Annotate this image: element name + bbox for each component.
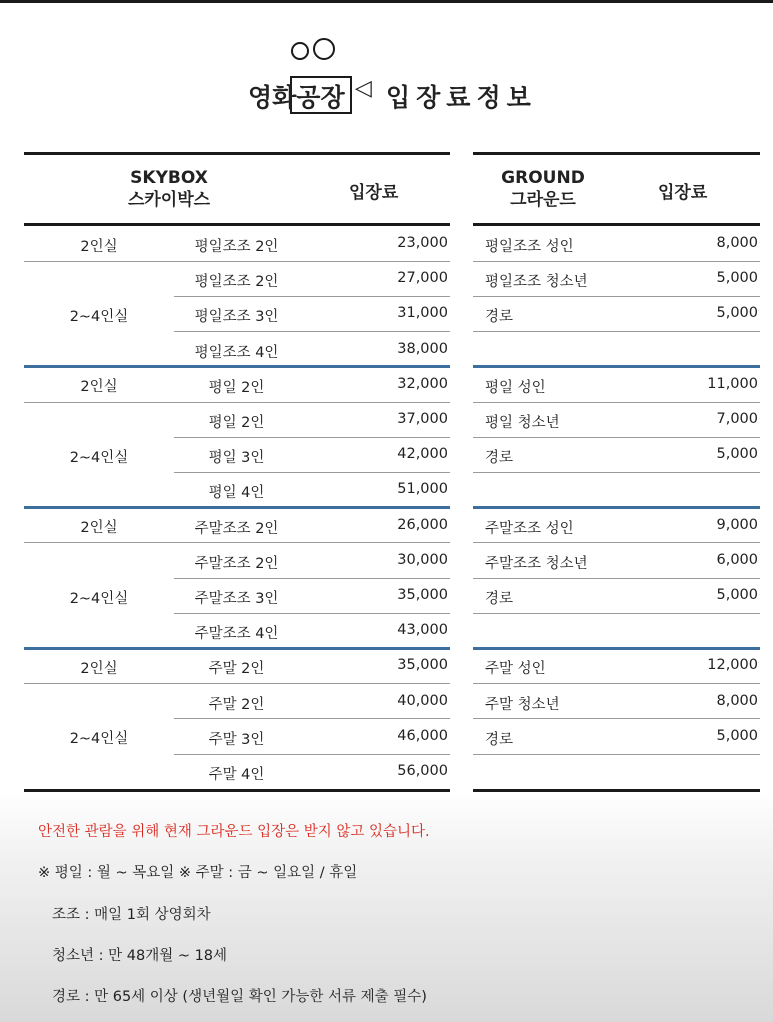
- senior-note: 경로 : 만 65세 이상 (생년월일 확인 가능한 서류 제출 필수): [52, 989, 427, 1005]
- ticket-type: 평일조조 2인: [194, 274, 279, 291]
- ground-price-header: 입장료: [658, 183, 708, 203]
- ticket-type: 평일 청소년: [485, 415, 560, 431]
- ticket-type: 주말조조 성인: [485, 520, 574, 537]
- ticket-price: 35,000: [397, 587, 448, 603]
- ticket-type: 주말 성인: [485, 661, 546, 678]
- logo-text: 영화공장: [248, 83, 345, 112]
- ticket-type: 주말조조 3인: [194, 591, 279, 607]
- table-row: [24, 402, 450, 437]
- ticket-price: 56,000: [397, 763, 448, 779]
- ticket-price: 46,000: [397, 727, 448, 744]
- ticket-price: 8,000: [716, 235, 758, 251]
- ticket-price: 5,000: [716, 587, 758, 603]
- ticket-price: 11,000: [707, 375, 758, 392]
- ticket-price: 8,000: [716, 692, 758, 709]
- ticket-type: 주말 2인: [208, 661, 265, 678]
- skybox-price-header: 입장료: [349, 183, 399, 203]
- ticket-type: 평일 성인: [485, 379, 546, 396]
- ticket-price: 30,000: [397, 551, 448, 568]
- ticket-type: 주말조조 2인: [194, 555, 279, 572]
- ticket-price: 9,000: [716, 516, 758, 533]
- ticket-price: 12,000: [707, 657, 758, 674]
- ticket-type: 경로: [485, 450, 514, 467]
- table-row: [24, 472, 450, 507]
- table-row: [473, 367, 760, 402]
- ticket-price: 5,000: [716, 446, 758, 463]
- ticket-price: 26,000: [397, 516, 448, 533]
- ticket-price: 27,000: [397, 270, 448, 287]
- ticket-price: 40,000: [397, 692, 448, 709]
- table-row: [24, 754, 450, 789]
- ticket-type: 평일조조 4인: [194, 344, 279, 361]
- ticket-price: 51,000: [397, 481, 448, 498]
- ticket-type: 주말조조 2인: [194, 520, 279, 537]
- page-title: [248, 38, 548, 118]
- ticket-price: 5,000: [716, 727, 758, 744]
- ticket-type: 주말조조 4인: [194, 626, 279, 643]
- room-label: 2~4인실: [69, 590, 129, 607]
- ticket-price: 32,000: [397, 375, 448, 392]
- table-row: [24, 332, 450, 367]
- ticket-type: 평일조조 청소년: [485, 274, 588, 291]
- room-label: 2인실: [80, 520, 118, 537]
- ticket-type: 주말 3인: [208, 731, 265, 748]
- youth-note: 청소년 : 만 48개월 ~ 18세: [52, 948, 228, 964]
- early-show-note: 조조 : 매일 1회 상영회차: [52, 907, 211, 923]
- ground-closed-notice: 안전한 관람을 위해 현재 그라운드 입장은 받지 않고 있습니다.: [38, 824, 430, 840]
- table-row: [24, 261, 450, 296]
- table-row: [473, 296, 760, 331]
- ticket-type: 주말 4인: [208, 767, 265, 783]
- ticket-price: 5,000: [716, 270, 758, 287]
- table-row: [473, 508, 760, 543]
- ticket-type: 주말 2인: [208, 696, 265, 713]
- table-row: [473, 613, 760, 648]
- ticket-price: 31,000: [397, 305, 448, 322]
- table-bottom-border: [24, 789, 450, 792]
- ticket-type: 경로: [485, 731, 514, 748]
- ticket-type: 주말 청소년: [485, 696, 560, 713]
- ground-header: [473, 155, 760, 223]
- ticket-type: 평일 4인: [208, 485, 265, 502]
- ticket-price: 37,000: [397, 411, 448, 427]
- table-row: [473, 437, 760, 472]
- ticket-price: 5,000: [716, 305, 758, 322]
- room-label: 2~4인실: [69, 731, 129, 748]
- table-row: [473, 332, 760, 367]
- table-row: [473, 261, 760, 296]
- title-suffix: 입장료정보: [386, 83, 537, 112]
- ticket-price: 35,000: [397, 657, 448, 674]
- weekday-weekend-note: ※ 평일 : 월 ~ 목요일 ※ 주말 : 금 ~ 일요일 / 휴일: [38, 865, 358, 881]
- table-row: [473, 578, 760, 613]
- ticket-price: 38,000: [397, 340, 448, 357]
- table-row: [24, 684, 450, 719]
- room-label: 2인실: [80, 661, 118, 677]
- ground-header-ko: 그라운드: [510, 190, 576, 210]
- table-row: [473, 402, 760, 437]
- skybox-header-en: SKYBOX: [130, 168, 208, 188]
- table-row: [473, 472, 760, 507]
- ticket-price: 6,000: [716, 551, 758, 568]
- table-row: [24, 543, 450, 578]
- ticket-price: 43,000: [397, 622, 448, 639]
- ticket-type: 경로: [485, 591, 514, 607]
- table-row: [24, 613, 450, 648]
- skybox-header-ko: 스카이박스: [127, 190, 211, 210]
- ticket-type: 평일조조 성인: [485, 239, 574, 255]
- table-row: [473, 648, 760, 683]
- skybox-header: [24, 155, 450, 223]
- ticket-type: 주말조조 청소년: [485, 555, 588, 572]
- ticket-type: 평일조조 3인: [194, 309, 279, 326]
- top-border: [0, 0, 773, 3]
- skybox-price-table: [24, 152, 450, 783]
- room-label: 2인실: [80, 238, 118, 255]
- room-label: 2~4인실: [69, 449, 129, 466]
- ticket-type: 평일 2인: [208, 415, 265, 431]
- ground-header-en: GROUND: [501, 168, 585, 188]
- table-bottom-border: [473, 789, 760, 792]
- table-row: [473, 226, 760, 261]
- ticket-price: 7,000: [716, 411, 758, 427]
- room-label: 2~4인실: [69, 309, 129, 325]
- camera-lens-icon: ◁: [355, 76, 372, 101]
- ticket-type: 경로: [485, 309, 514, 326]
- ticket-type: 평일 3인: [208, 450, 265, 467]
- ground-price-table: [473, 152, 760, 748]
- table-row: [473, 543, 760, 578]
- table-row: [473, 684, 760, 719]
- table-row: [473, 719, 760, 754]
- table-row: [473, 754, 760, 789]
- ticket-price: 42,000: [397, 446, 448, 463]
- room-label: 2인실: [80, 379, 118, 396]
- ticket-type: 평일조조 2인: [194, 239, 279, 255]
- ticket-type: 평일 2인: [208, 379, 265, 396]
- ticket-price: 23,000: [397, 235, 448, 251]
